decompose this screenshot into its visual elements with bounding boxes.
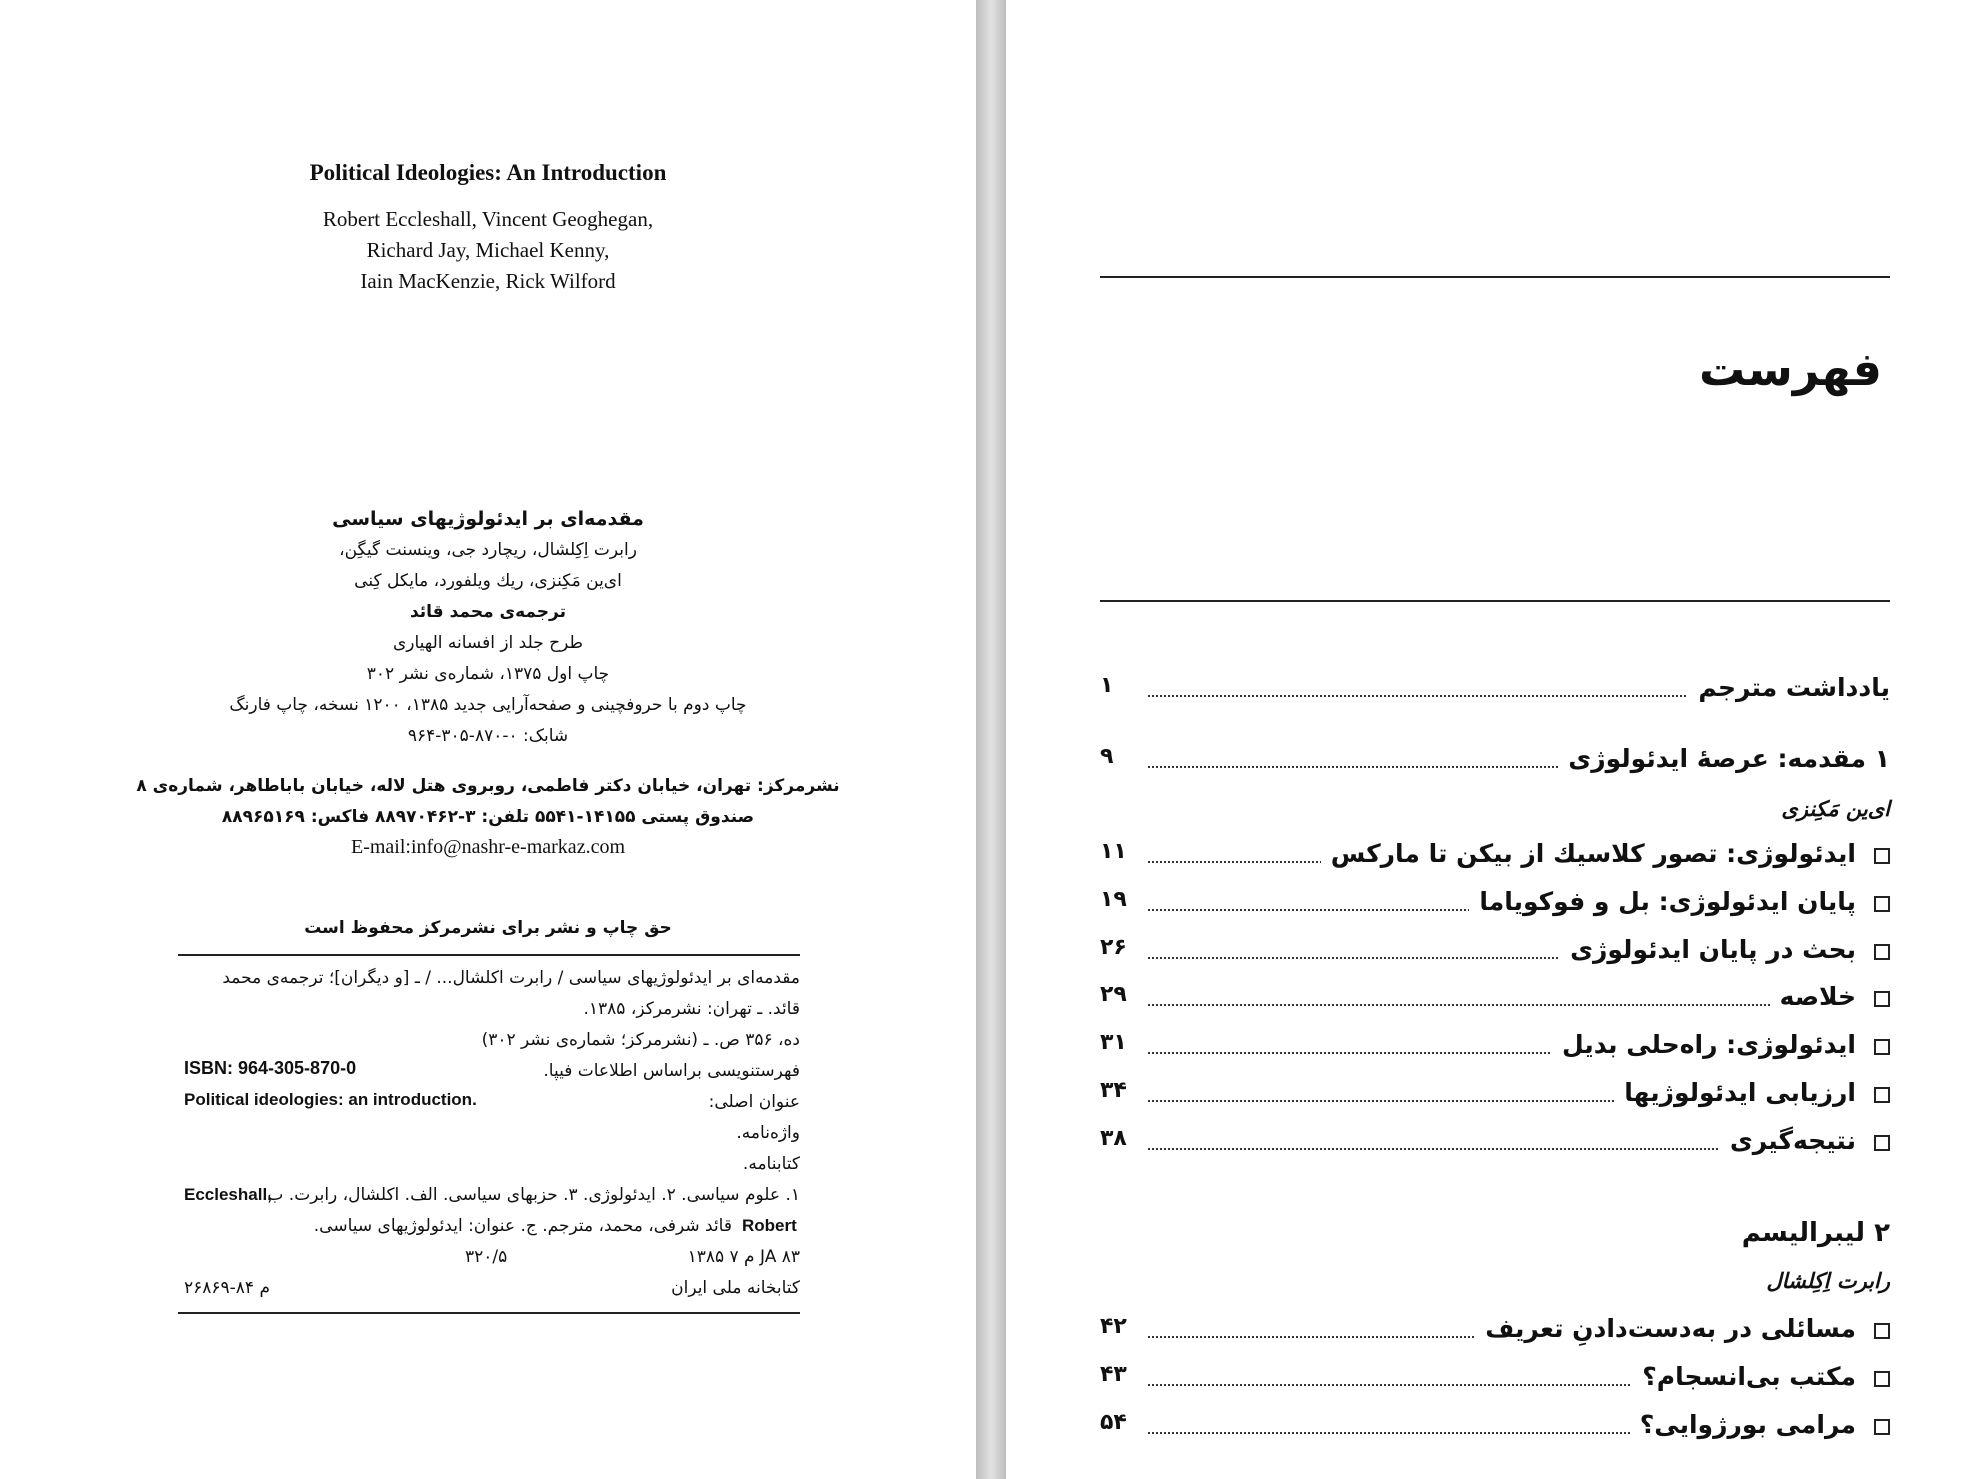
cip-record-number: م ۸۴-۲۶۸۶۹ <box>184 1278 270 1298</box>
cip-line-1: مقدمه‌ای بر ایدئولوژیهای سیاسی / رابرت اکلشال... / ـ [و دیگران]؛ ترجمه‌ی محمد <box>222 968 800 988</box>
cip-fipa: فهرستنویسی براساس اطلاعات فیپا. <box>543 1061 800 1081</box>
toc-title: ایدئولوژی: راه‌حلی بدیل <box>1552 1030 1890 1059</box>
cip-original-title-label: عنوان اصلی: <box>708 1092 800 1112</box>
first-edition-line: چاپ اول ۱۳۷۵، شماره‌ی نشر ۳۰۲ <box>366 664 610 684</box>
translator-line: ترجمه‌ی محمد قائد <box>409 602 567 622</box>
toc-title: نتیجه‌گیری <box>1720 1126 1890 1155</box>
toc-row-end-of-ideology[interactable] <box>1100 887 1890 927</box>
toc-page-number: ۴۲ <box>1100 1314 1127 1339</box>
toc-page-number: ۳۸ <box>1100 1126 1127 1151</box>
toc-row-translator-note[interactable] <box>1100 673 1890 713</box>
cip-lc-class: JA ۸۳ م ۷ ۱۳۸۵ <box>687 1247 800 1267</box>
cip-subjects: ۱. علوم سیاسی. ۲. ایدئولوژی. ۳. حزبهای سیاسی. الف. اکلشال، رابرت. ب. <box>261 1185 800 1205</box>
copyright-page <box>0 0 976 1479</box>
toc-title: بحث در پایان ایدئولوژی <box>1560 935 1890 964</box>
cip-subjects-2: قائد شرفی، محمد، مترجم. ج. عنوان: ایدئولوژیهای سیاسی. <box>313 1216 732 1236</box>
bullet-square-icon <box>1874 1323 1890 1339</box>
toc-title: یادداشت مترجم <box>1688 673 1890 702</box>
contents-heading: فهرست <box>1698 342 1882 396</box>
toc-page-number: ۱ <box>1100 673 1114 698</box>
toc-title: مکتب بی‌انسجام؟ <box>1632 1362 1890 1391</box>
toc-row-end-debate[interactable] <box>1100 935 1890 975</box>
chapter-2-author: رابرت اِکِلشال <box>1766 1268 1890 1293</box>
toc-page-number: ۱۹ <box>1100 887 1127 912</box>
toc-title: مسائلی در به‌دست‌دادنِ تعریف <box>1475 1314 1890 1343</box>
toc-title: مرامی بورژوایی؟ <box>1630 1410 1890 1439</box>
toc-page-number: ۹ <box>1100 744 1114 769</box>
persian-authors-line-1: رابرت اِکِلشال، ریچارد جی، وینسنت گیگِن، <box>339 540 637 560</box>
bullet-square-icon <box>1874 848 1890 864</box>
toc-title: ۱ مقدمه: عرصهٔ ایدئولوژی <box>1558 744 1890 773</box>
cip-robert-en: Robert <box>742 1216 797 1235</box>
toc-title: ارزیابی ایدئولوژیها <box>1614 1078 1890 1107</box>
toc-row-definition[interactable] <box>1100 1314 1890 1354</box>
bullet-square-icon <box>1874 1039 1890 1055</box>
contents-top-rule <box>1100 276 1890 278</box>
toc-row-summary[interactable] <box>1100 982 1890 1022</box>
cip-bibliography: کتابنامه. <box>742 1154 800 1174</box>
toc-row-conclusion[interactable] <box>1100 1126 1890 1166</box>
toc-row-evaluating[interactable] <box>1100 1078 1890 1118</box>
bullet-square-icon <box>1874 944 1890 960</box>
book-gutter <box>976 0 1006 1479</box>
toc-title: خلاصه <box>1770 982 1890 1011</box>
cip-original-title-en: Political ideologies: an introduction. <box>184 1090 477 1109</box>
cip-glossary: واژه‌نامه. <box>736 1123 800 1143</box>
english-author-line-1: Robert Eccleshall, Vincent Geoghegan, <box>322 207 654 231</box>
bullet-square-icon <box>1874 1087 1890 1103</box>
cip-library: کتابخانه ملی ایران <box>671 1278 800 1298</box>
copyright-notice: حق چاپ و نشر برای نشرمرکز محفوظ است <box>304 918 672 938</box>
toc-row-classic-conception[interactable] <box>1100 839 1890 879</box>
toc-page-number: ۴۳ <box>1100 1362 1127 1387</box>
persian-authors-line-2: ای‌ین مَکِنزی، ریك ویلفورد، مایکل کِنی <box>354 571 622 591</box>
toc-row-chapter-1[interactable] <box>1100 744 1890 784</box>
toc-page-number: ۳۱ <box>1100 1030 1127 1055</box>
cover-design-line: طرح جلد از افسانه الهیاری <box>392 633 584 653</box>
bullet-square-icon <box>1874 991 1890 1007</box>
bullet-square-icon <box>1874 1419 1890 1435</box>
bullet-square-icon <box>1874 1371 1890 1387</box>
publisher-email[interactable]: E-mail:info@nashr-e-markaz.com <box>350 836 625 858</box>
persian-title: مقدمه‌ای بر ایدئولوژیهای سیاسی <box>332 508 644 530</box>
toc-title: ایدئولوژی: تصور کلاسیك از بیکن تا مارکس <box>1321 839 1890 868</box>
contents-page <box>1006 0 1982 1479</box>
toc-page-number: ۲۶ <box>1100 935 1127 960</box>
english-author-line-2: Richard Jay, Michael Kenny, <box>366 238 610 262</box>
cip-subject-en: Eccleshall, <box>184 1185 272 1204</box>
cip-line-3: ده، ۳۵۶ ص. ـ (نشرمرکز؛ شماره‌ی نشر ۳۰۲) <box>481 1030 800 1050</box>
english-title: Political Ideologies: An Introduction <box>309 160 667 185</box>
toc-row-bourgeois[interactable] <box>1100 1410 1890 1450</box>
cip-line-2: قائد. ـ تهران: نشرمرکز، ۱۳۸۵. <box>583 999 800 1019</box>
cip-isbn: ISBN: 964-305-870-0 <box>184 1058 357 1078</box>
toc-title: پایان ایدئولوژی: بل و فوکویاما <box>1469 887 1890 916</box>
second-edition-line: چاپ دوم با حروفچینی و صفحه‌آرایی جدید ۱۳۸۵، ۱۲۰۰ نسخه، چاپ فارنگ <box>229 695 747 715</box>
english-author-line-3: Iain MacKenzie, Rick Wilford <box>360 269 616 293</box>
isbn-persian-line: شابک: ۰-۸۷۰-۳۰۵-۹۶۴ <box>407 726 569 746</box>
contents-bottom-rule <box>1100 600 1890 602</box>
toc-page-number: ۳۴ <box>1100 1078 1127 1103</box>
toc-row-alternative[interactable] <box>1100 1030 1890 1070</box>
toc-page-number: ۵۴ <box>1100 1410 1127 1435</box>
publisher-contact: صندوق پستی ۱۴۱۵۵-۵۵۴۱ تلفن: ۳-۸۸۹۷۰۴۶۲ فاکس: ۸۸۹۶۵۱۶۹ <box>221 807 755 827</box>
toc-page-number: ۲۹ <box>1100 982 1127 1007</box>
cip-top-rule <box>178 954 800 956</box>
bullet-square-icon <box>1874 1135 1890 1151</box>
chapter-1-author: ای‌ین مَکِنزی <box>1781 796 1890 821</box>
chapter-2-heading[interactable]: ۲ لیبرالیسم <box>1741 1218 1890 1248</box>
cip-bottom-rule <box>178 1312 800 1314</box>
publisher-address: نشرمرکز: تهران، خیابان دکتر فاطمی، روبروی هتل لاله، خیابان باباطاهر، شماره‌ی ۸ <box>136 776 840 796</box>
toc-page-number: ۱۱ <box>1100 839 1127 864</box>
bullet-square-icon <box>1874 896 1890 912</box>
cip-dewey-class: ۳۲۰/۵ <box>465 1247 508 1267</box>
toc-row-incoherent[interactable] <box>1100 1362 1890 1402</box>
